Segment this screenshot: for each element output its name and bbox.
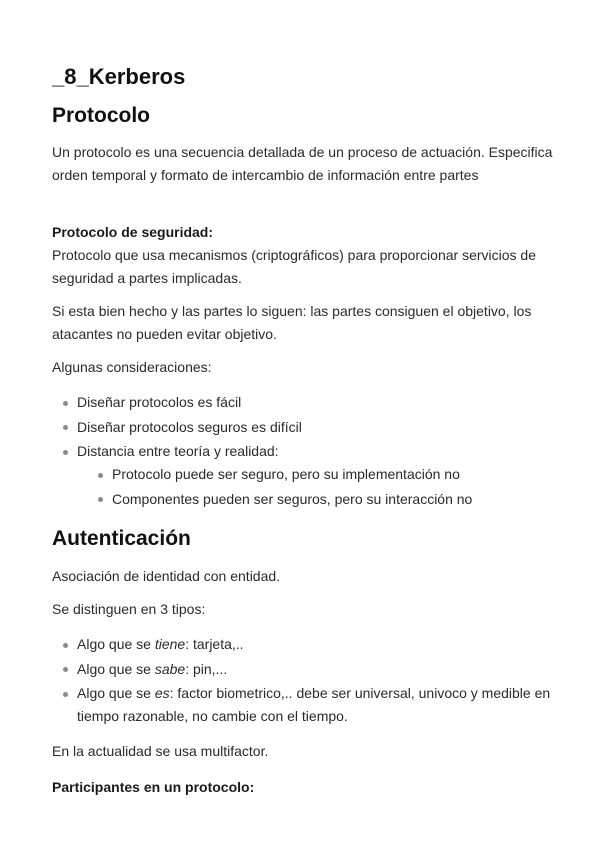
sub-list-item: Protocolo puede ser seguro, pero su implementación no: [77, 463, 557, 486]
list-item: Diseñar protocolos es fácil: [52, 391, 557, 414]
autenticacion-tipos-intro: Se distinguen en 3 tipos:: [52, 601, 206, 617]
document-title: _8_Kerberos: [52, 64, 186, 89]
list-item-text: Distancia entre teoría y realidad:: [77, 443, 279, 459]
tipos-list: [52, 633, 557, 730]
list-item: Algo que se sabe: pin,...: [52, 658, 557, 681]
protocolo-seguridad-text: Protocolo que usa mecanismos (criptográficos) para proporcionar servicios de seguridad a partes implicadas.: [52, 247, 536, 286]
sub-list-item: Componentes pueden ser seguros, pero su interacción no: [77, 488, 557, 511]
protocolo-seguridad-label: Protocolo de seguridad:: [52, 224, 214, 240]
autenticacion-multifactor: En la actualidad se usa multifactor.: [52, 743, 269, 759]
list-item: Algo que se tiene: tarjeta,..: [52, 633, 557, 656]
protocolo-intro: Un protocolo es una secuencia detallada de un proceso de actuación. Especifica orden temporal y formato de intercambio de información entre partes: [52, 144, 553, 183]
sub-list: [77, 463, 557, 511]
protocolo-si-esta-bien: Si esta bien hecho y las partes lo siguen: las partes consiguen el objetivo, los atacantes no pueden evitar objetivo.: [52, 303, 532, 342]
consideraciones-list: [52, 391, 557, 512]
autenticacion-definicion: Asociación de identidad con entidad.: [52, 568, 281, 584]
protocolo-consideraciones: Algunas consideraciones:: [52, 359, 212, 375]
list-item: Diseñar protocolos seguros es difícil: [52, 416, 557, 439]
protocolo-seguridad-block: [52, 221, 557, 290]
list-item: Algo que se es: factor biometrico,.. debe ser universal, univoco y medible en tiempo razonable, no cambie con el tiempo.: [52, 682, 557, 728]
list-item: [52, 440, 557, 511]
participantes-label: Participantes en un protocolo:: [52, 779, 255, 795]
heading-autenticacion: Autenticación: [52, 527, 191, 550]
heading-protocolo: Protocolo: [52, 104, 150, 127]
